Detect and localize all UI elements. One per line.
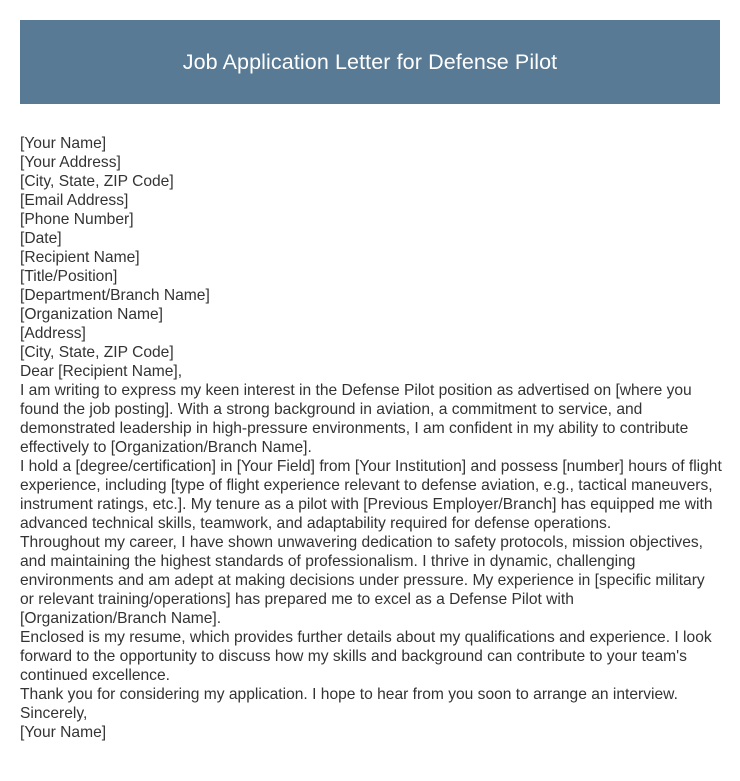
- recipient-block: [20, 248, 722, 362]
- paragraph-thanks: Thank you for considering my application. I hope to hear from you soon to arrange an interview.: [20, 686, 678, 703]
- sender-email: [Email Address]: [20, 192, 129, 209]
- recipient-organization: [Organization Name]: [20, 306, 164, 323]
- paragraph-interest: I am writing to express my keen interest in the Defense Pilot position as advertised on [where you found the job posting]. With a strong background in aviation, a commitment to service, and demonstrated leadership in high-pressure environments, I am confident in my ability to contribute effectively to [Organization/Branch Name].: [20, 382, 692, 456]
- closing: Sincerely,: [20, 705, 88, 722]
- recipient-department: [Department/Branch Name]: [20, 287, 210, 304]
- recipient-title: [Title/Position]: [20, 268, 118, 285]
- sender-city-state-zip: [City, State, ZIP Code]: [20, 173, 174, 190]
- sender-name: [Your Name]: [20, 135, 107, 152]
- sender-phone: [Phone Number]: [20, 211, 134, 228]
- recipient-name: [Recipient Name]: [20, 249, 140, 266]
- recipient-address: [Address]: [20, 325, 86, 342]
- salutation: Dear [Recipient Name],: [20, 363, 183, 380]
- paragraph-qualifications: I hold a [degree/certification] in [Your Field] from [Your Institution] and possess [number] hours of flight experience, including [type of flight experience relevant to defense aviation, e.g., tactical maneuvers, instrument ratings, etc.]. My tenure as a pilot with [Previous Employer/Branch] has equipped me with advanced technical skills, teamwork, and adaptability required for defense operations.: [20, 458, 722, 532]
- paragraph-career: Throughout my career, I have shown unwavering dedication to safety protocols, mission objectives, and maintaining the highest standards of professionalism. I thrive in dynamic, challenging environments and am adept at making decisions under pressure. My experience in [specific military or relevant training/operations] has prepared me to excel as a Defense Pilot with [Organization/Branch Name].: [20, 534, 705, 627]
- letter-body: [20, 134, 722, 742]
- signature: [Your Name]: [20, 724, 107, 741]
- recipient-city-state-zip: [City, State, ZIP Code]: [20, 344, 174, 361]
- header-banner: [20, 20, 720, 104]
- letter-date: [Date]: [20, 230, 62, 247]
- sender-address: [Your Address]: [20, 154, 121, 171]
- page-title: Job Application Letter for Defense Pilot: [182, 49, 558, 74]
- sender-block: [20, 134, 722, 229]
- paragraph-enclosure: Enclosed is my resume, which provides further details about my qualifications and experience. I look forward to the opportunity to discuss how my skills and background can contribute to your team's continued excellence.: [20, 629, 712, 684]
